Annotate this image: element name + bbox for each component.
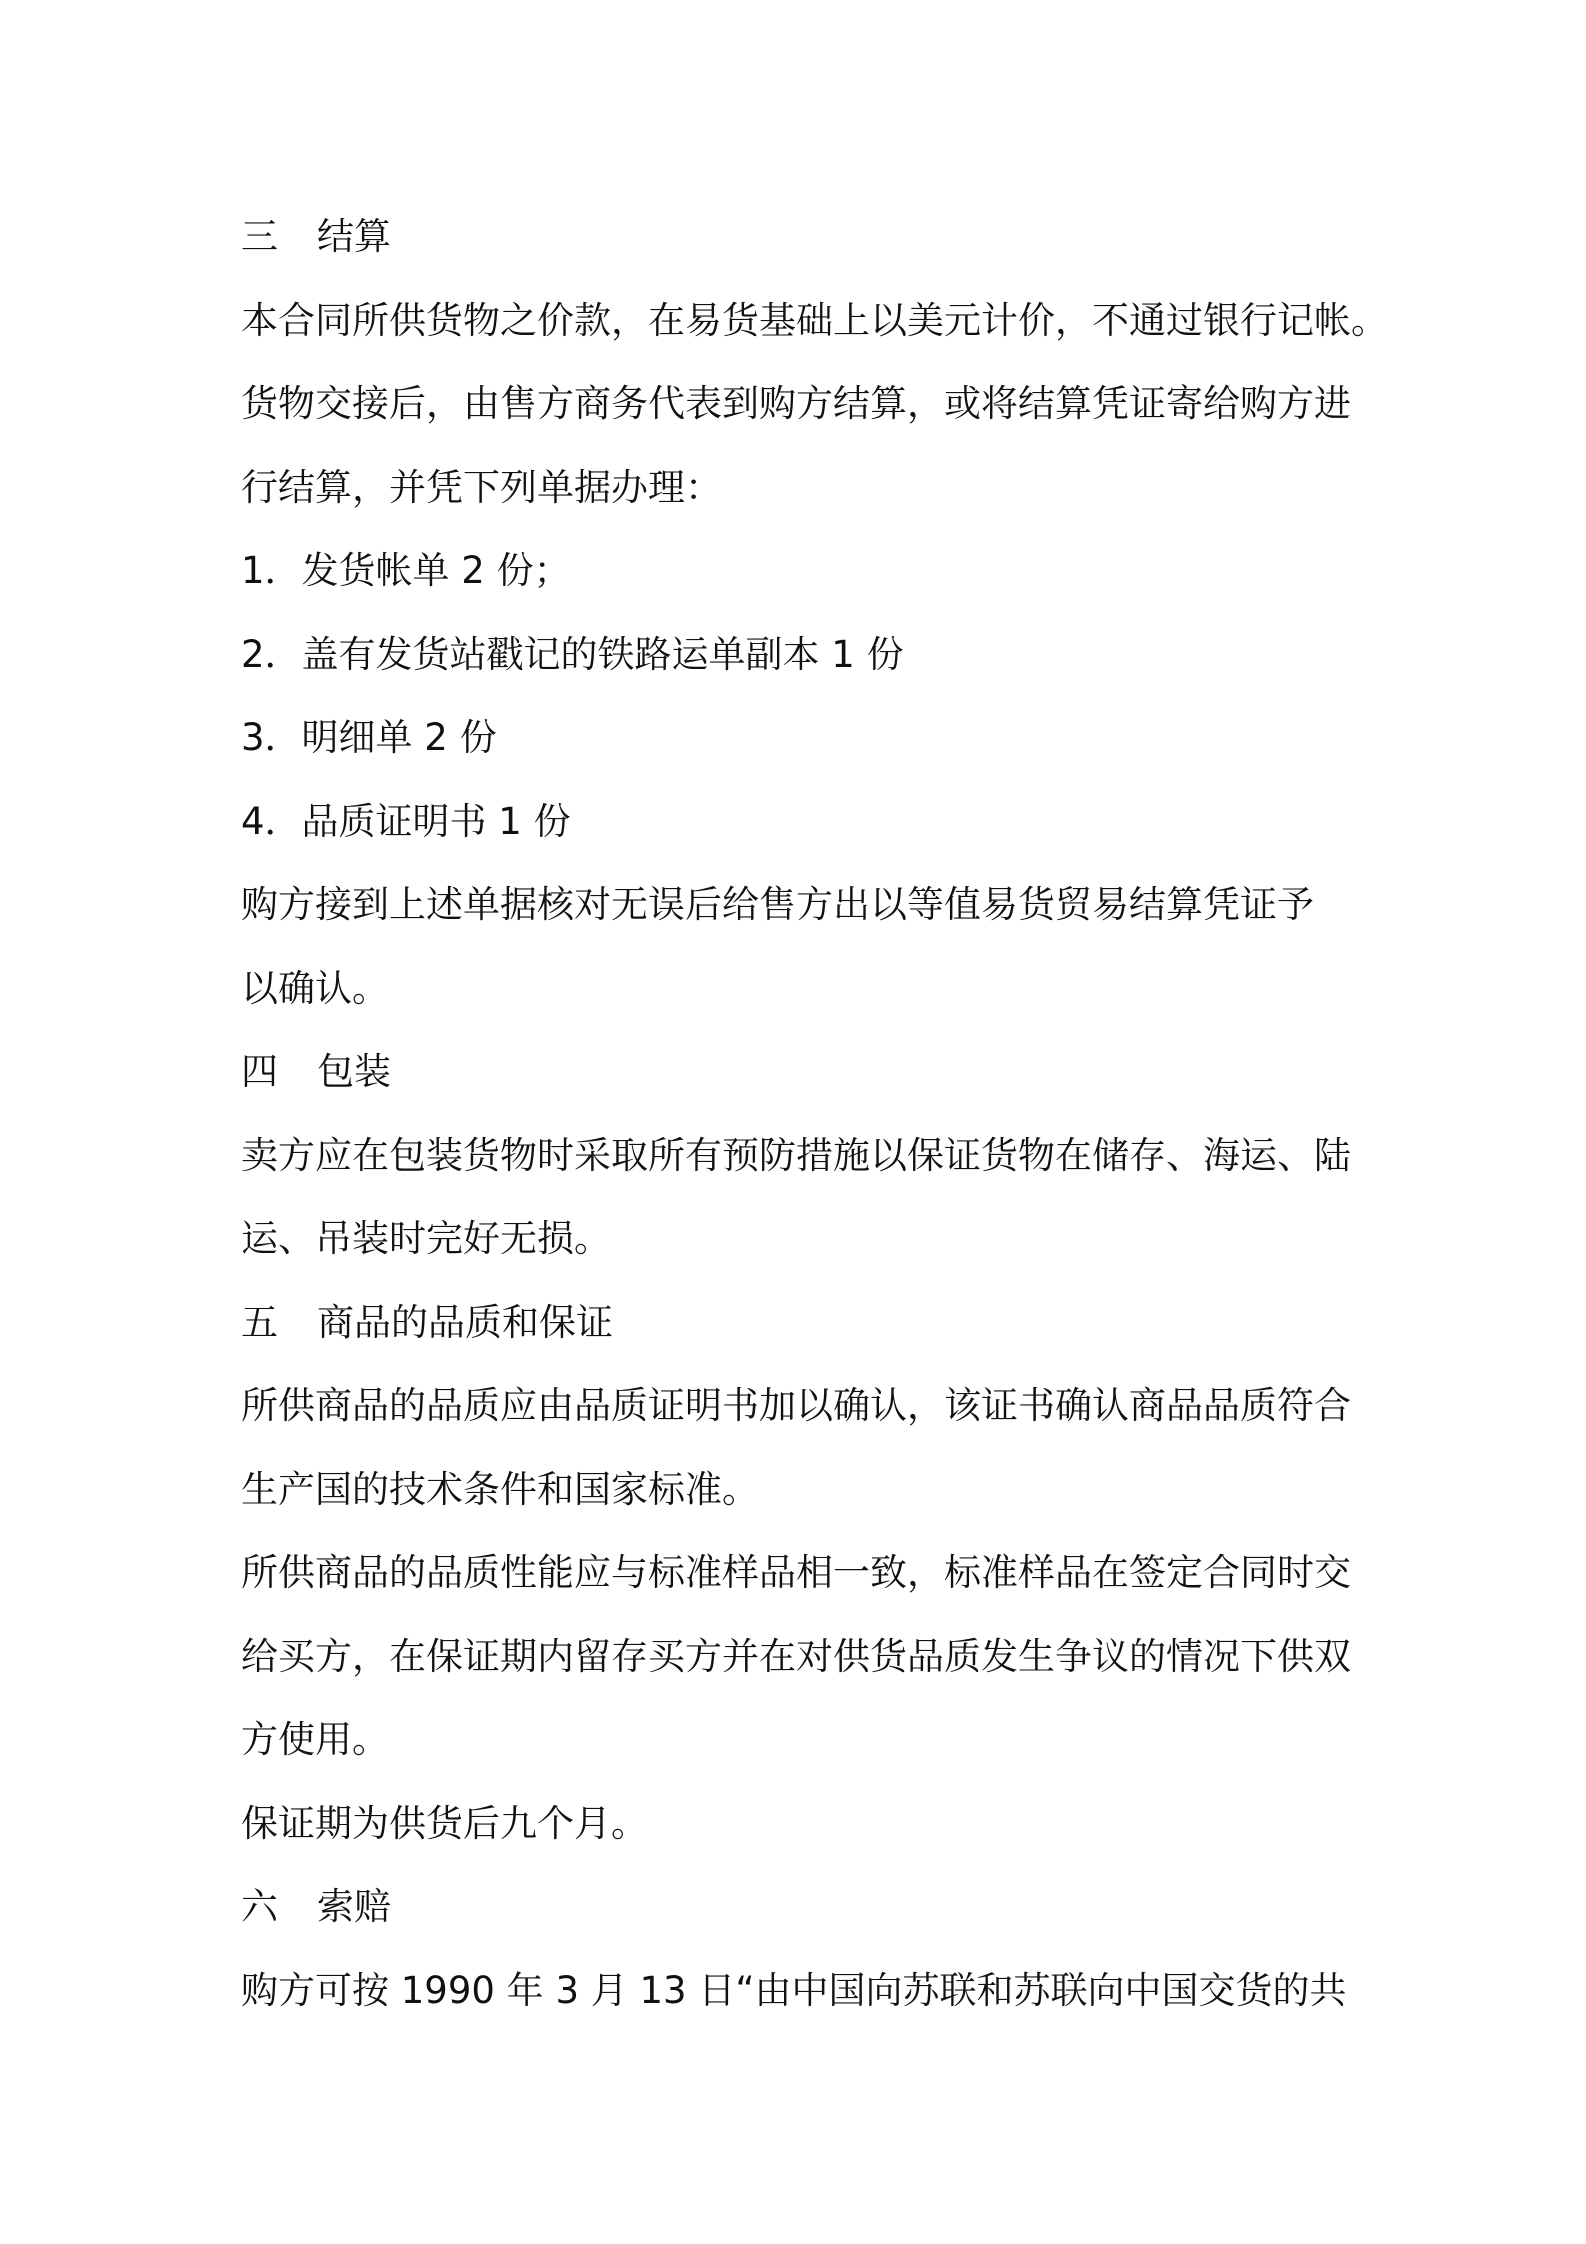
section-title: 商品的品质和保证 (317, 1300, 613, 1344)
paragraph-line: 购方接到上述单据核对无误后给售方出以等值易货贸易结算凭证予 (241, 883, 1314, 926)
paragraph-line: 卖方应在包装货物时采取所有预防措施以保证货物在储存、海运、陆 (241, 1133, 1351, 1177)
list-item: 2．盖有发货站戳记的铁路运单副本 1 份 (241, 632, 904, 676)
paragraph-line: 所供商品的品质应由品质证明书加以确认，该证书确认商品品质符合 (241, 1384, 1351, 1427)
list-item: 4．品质证明书 1 份 (241, 799, 571, 843)
section-heading-packing (241, 1030, 1361, 1114)
paragraph-line: 给买方，在保证期内留存买方并在对供货品质发生争议的情况下供双 (241, 1634, 1351, 1678)
list-item: 1．发货帐单 2 份； (241, 549, 571, 592)
paragraph-line: 行结算，并凭下列单据办理： (241, 465, 722, 509)
section-number: 六 (241, 1885, 278, 1928)
section-title: 结算 (317, 215, 391, 258)
contract-text (241, 195, 1388, 2032)
paragraph-line: 运、吊装时完好无损。 (241, 1217, 611, 1260)
section-number: 四 (241, 1050, 278, 1093)
paragraph-line: 生产国的技术条件和国家标准。 (241, 1467, 759, 1511)
section-heading-quality (241, 1281, 1361, 1365)
paragraph-line: 方使用。 (241, 1718, 389, 1761)
paragraph-line: 以确认。 (241, 966, 389, 1010)
section-heading-settlement (241, 195, 1361, 279)
section-title: 包装 (317, 1050, 391, 1093)
section-number: 五 (241, 1300, 278, 1344)
section-title: 索赔 (317, 1885, 391, 1928)
paragraph-line: 购方可按 1990 年 3 月 13 日“由中国向苏联和苏联向中国交货的共 (241, 1968, 1347, 2012)
paragraph-line: 保证期为供货后九个月。 (241, 1801, 648, 1845)
paragraph-line: 货物交接后，由售方商务代表到购方结算，或将结算凭证寄给购方进 (241, 382, 1351, 425)
list-item: 3．明细单 2 份 (241, 716, 497, 759)
section-number: 三 (241, 215, 278, 258)
section-heading-claims (241, 1865, 1361, 1949)
paragraph-line: 所供商品的品质性能应与标准样品相一致，标准样品在签定合同时交 (241, 1551, 1351, 1594)
paragraph-line: 本合同所供货物之价款，在易货基础上以美元计价，不通过银行记帐。 (241, 298, 1388, 342)
